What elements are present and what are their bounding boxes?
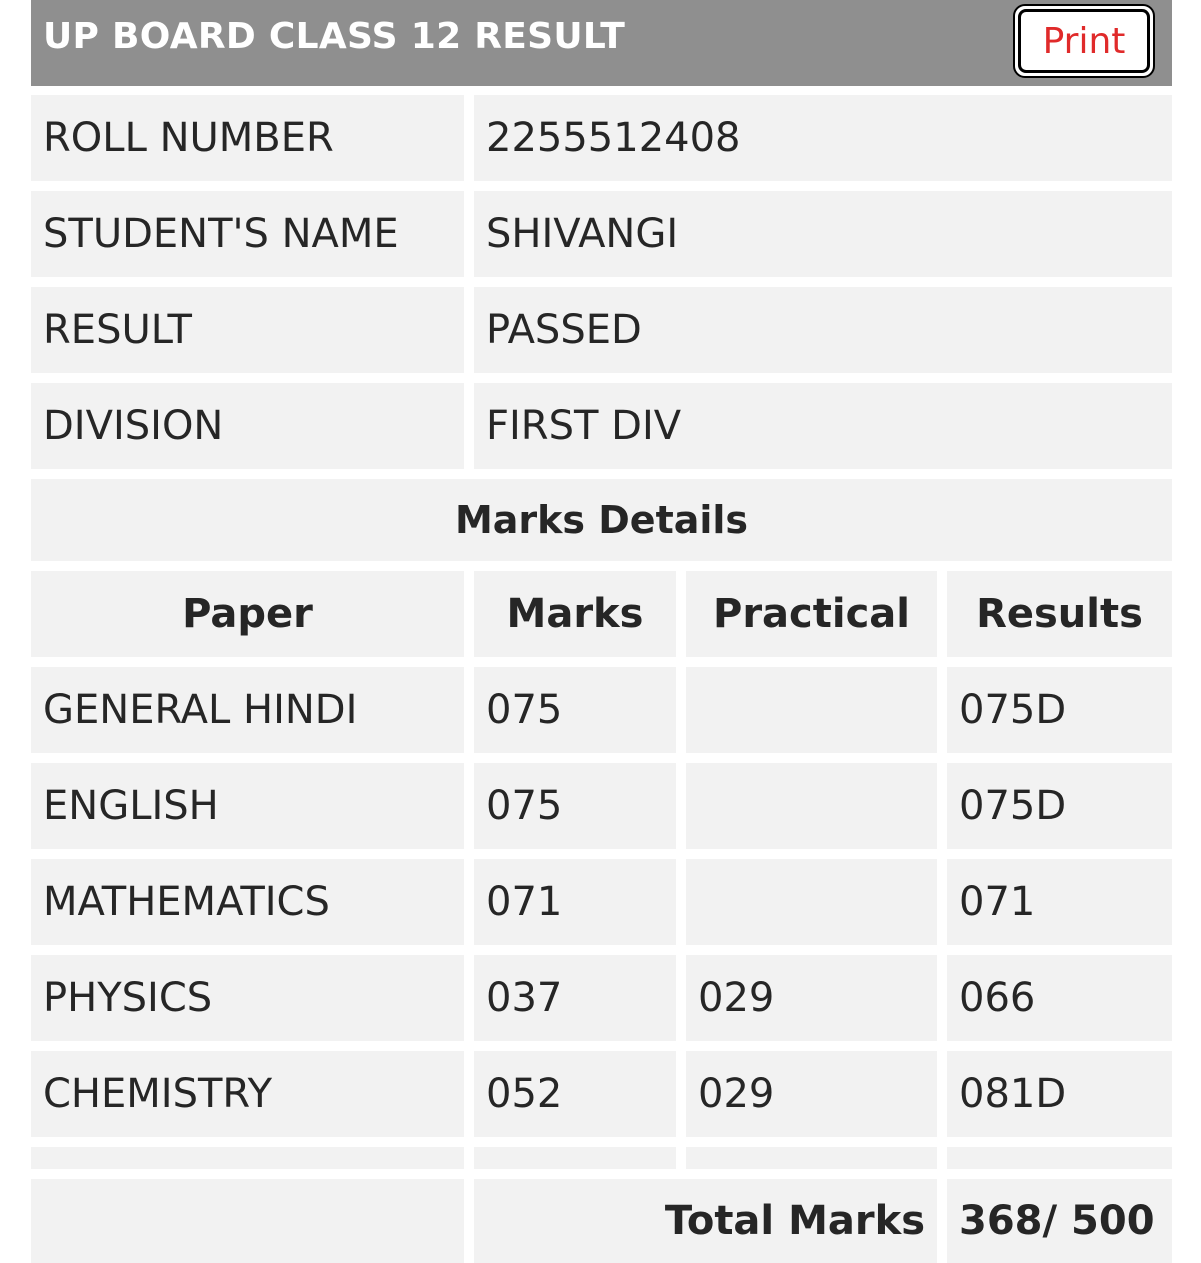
- roll-number-value: 2255512408: [474, 95, 1172, 181]
- result-header: [31, 0, 1172, 86]
- subject-result: 075D: [947, 763, 1172, 849]
- column-header-marks: Marks: [474, 571, 676, 657]
- subject-practical: 029: [686, 1051, 937, 1137]
- page-title: UP BOARD CLASS 12 RESULT: [43, 16, 626, 57]
- subject-practical: [686, 859, 937, 945]
- subject-result: 066: [947, 955, 1172, 1041]
- empty-row-cell: [947, 1147, 1172, 1169]
- column-header-paper: Paper: [31, 571, 464, 657]
- subject-practical: [686, 763, 937, 849]
- subject-result: 071: [947, 859, 1172, 945]
- total-row-empty-cell: [31, 1179, 464, 1263]
- student-name-label: STUDENT'S NAME: [31, 191, 464, 277]
- print-button[interactable]: [1013, 4, 1155, 78]
- division-label: DIVISION: [31, 383, 464, 469]
- subject-paper: PHYSICS: [31, 955, 464, 1041]
- subject-marks: 052: [474, 1051, 676, 1137]
- student-name-value: SHIVANGI: [474, 191, 1172, 277]
- empty-row-cell: [686, 1147, 937, 1169]
- subject-paper: CHEMISTRY: [31, 1051, 464, 1137]
- subject-marks: 075: [474, 763, 676, 849]
- subject-marks: 075: [474, 667, 676, 753]
- empty-row-cell: [474, 1147, 676, 1169]
- subject-paper: GENERAL HINDI: [31, 667, 464, 753]
- subject-result: 081D: [947, 1051, 1172, 1137]
- subject-marks: 071: [474, 859, 676, 945]
- result-value: PASSED: [474, 287, 1172, 373]
- print-button-label: Print: [1018, 9, 1150, 73]
- subject-practical: 029: [686, 955, 937, 1041]
- subject-marks: 037: [474, 955, 676, 1041]
- roll-number-label: ROLL NUMBER: [31, 95, 464, 181]
- marks-details-title: Marks Details: [31, 479, 1172, 561]
- column-header-practical: Practical: [686, 571, 937, 657]
- division-value: FIRST DIV: [474, 383, 1172, 469]
- total-marks-value: 368/ 500: [947, 1179, 1172, 1263]
- result-label: RESULT: [31, 287, 464, 373]
- subject-practical: [686, 667, 937, 753]
- subject-result: 075D: [947, 667, 1172, 753]
- subject-paper: MATHEMATICS: [31, 859, 464, 945]
- subject-paper: ENGLISH: [31, 763, 464, 849]
- total-marks-label: Total Marks: [474, 1179, 937, 1263]
- column-header-results: Results: [947, 571, 1172, 657]
- empty-row-cell: [31, 1147, 464, 1169]
